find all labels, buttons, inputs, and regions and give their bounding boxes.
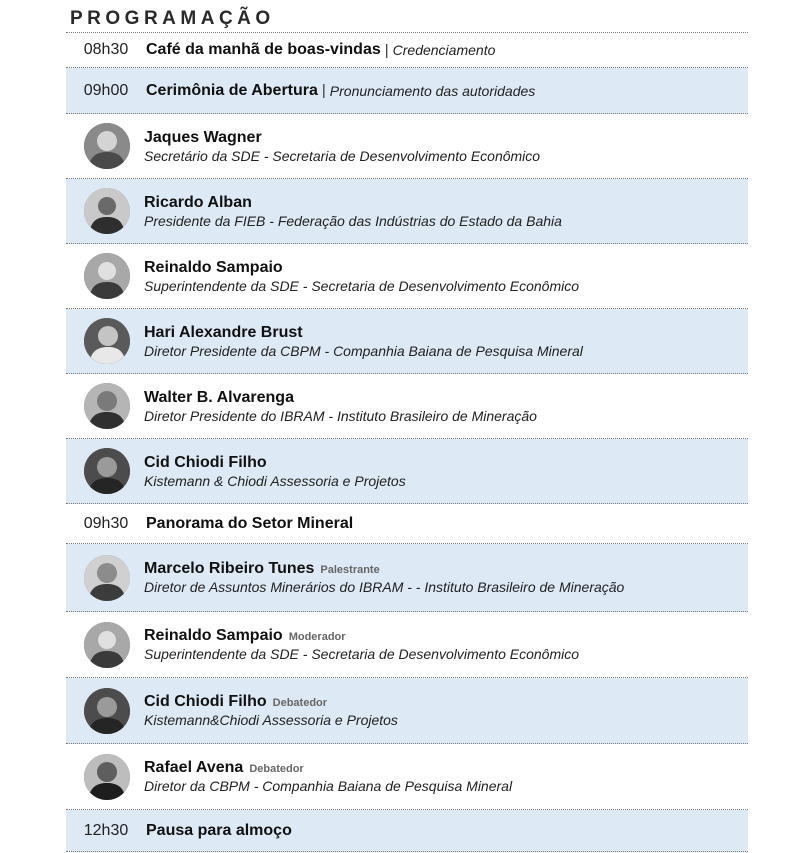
speaker-description: Superintendente da SDE - Secretaria de Desenvolvimento Econômico	[144, 646, 580, 662]
session-separator: |	[384, 41, 389, 59]
session-title: Pausa para almoço	[146, 821, 292, 839]
speaker-description: Kistemann & Chiodi Assessoria e Projetos	[144, 472, 406, 489]
session-time: 12h30	[83, 821, 129, 839]
speaker-name: Reinaldo Sampaio	[144, 258, 283, 276]
speaker-name: Hari Alexandre Brust	[144, 323, 303, 341]
speaker-row	[66, 439, 748, 504]
speaker-description: Diretor de Assuntos Minerários do IBRAM - - Instituto Brasileiro de Mineração	[144, 579, 625, 595]
speaker-name: Rafael Avena	[144, 759, 244, 776]
speaker-description: Presidente da FIEB - Federação das Indústrias do Estado da Bahia	[144, 212, 562, 229]
speaker-description: Secretário da SDE - Secretaria de Desenvolvimento Econômico	[144, 147, 541, 164]
session-row-breakfast	[66, 32, 748, 68]
speaker-row	[66, 612, 748, 678]
speaker-row	[66, 179, 748, 244]
speaker-role: Moderador	[288, 631, 346, 643]
speaker-photo	[84, 754, 130, 800]
speaker-name: Ricardo Alban	[144, 193, 252, 211]
session-row-opening	[66, 68, 748, 114]
speaker-row	[66, 114, 748, 179]
session-row-lunch	[66, 810, 748, 852]
speaker-row	[66, 678, 748, 744]
speaker-name: Marcelo Ribeiro Tunes	[144, 560, 315, 577]
speaker-role: Debatedor	[272, 697, 328, 709]
speaker-row	[66, 544, 748, 612]
speaker-photo	[84, 688, 130, 734]
speaker-photo	[84, 622, 130, 668]
speaker-photo	[84, 253, 130, 299]
speaker-photo	[84, 123, 130, 169]
speaker-role: Debatedor	[249, 763, 304, 775]
session-time: 09h00	[83, 81, 129, 99]
session-subtitle: Pronunciamento das autoridades	[329, 82, 536, 99]
speaker-description: Diretor Presidente do IBRAM - Instituto Brasileiro de Mineração	[144, 407, 537, 424]
speaker-name: Cid Chiodi Filho	[144, 693, 267, 710]
speaker-description: Superintendente da SDE - Secretaria de Desenvolvimento Econômico	[144, 277, 580, 294]
speaker-role: Palestrante	[320, 564, 380, 576]
session-title: Cerimônia de Abertura	[146, 81, 318, 99]
speaker-description: Kistemann&Chiodi Assessoria e Projetos	[144, 712, 398, 728]
session-time: 08h30	[83, 41, 129, 58]
speaker-photo	[84, 555, 130, 601]
speaker-photo	[84, 188, 130, 234]
speaker-row	[66, 309, 748, 374]
speaker-photo	[84, 448, 130, 494]
speaker-name: Reinaldo Sampaio	[144, 627, 283, 644]
speaker-description: Diretor Presidente da CBPM - Companhia Baiana de Pesquisa Mineral	[144, 342, 583, 359]
session-subtitle: Credenciamento	[392, 42, 496, 58]
schedule-list	[66, 32, 748, 852]
session-row-panorama	[66, 504, 748, 544]
speaker-row	[66, 744, 748, 810]
speaker-row	[66, 374, 748, 439]
speaker-photo	[84, 318, 130, 364]
session-time: 09h30	[83, 514, 129, 532]
speaker-description: Diretor da CBPM - Companhia Baiana de Pesquisa Mineral	[144, 778, 513, 794]
page-heading: PROGRAMAÇÃO	[70, 8, 275, 29]
session-title: Café da manhã de boas-vindas	[146, 41, 381, 58]
session-title: Panorama do Setor Mineral	[146, 514, 354, 532]
speaker-name: Jaques Wagner	[144, 128, 262, 146]
speaker-row	[66, 244, 748, 309]
speaker-photo	[84, 383, 130, 429]
speaker-name: Cid Chiodi Filho	[144, 453, 267, 471]
speaker-name: Walter B. Alvarenga	[144, 388, 294, 406]
session-separator: |	[321, 82, 326, 99]
